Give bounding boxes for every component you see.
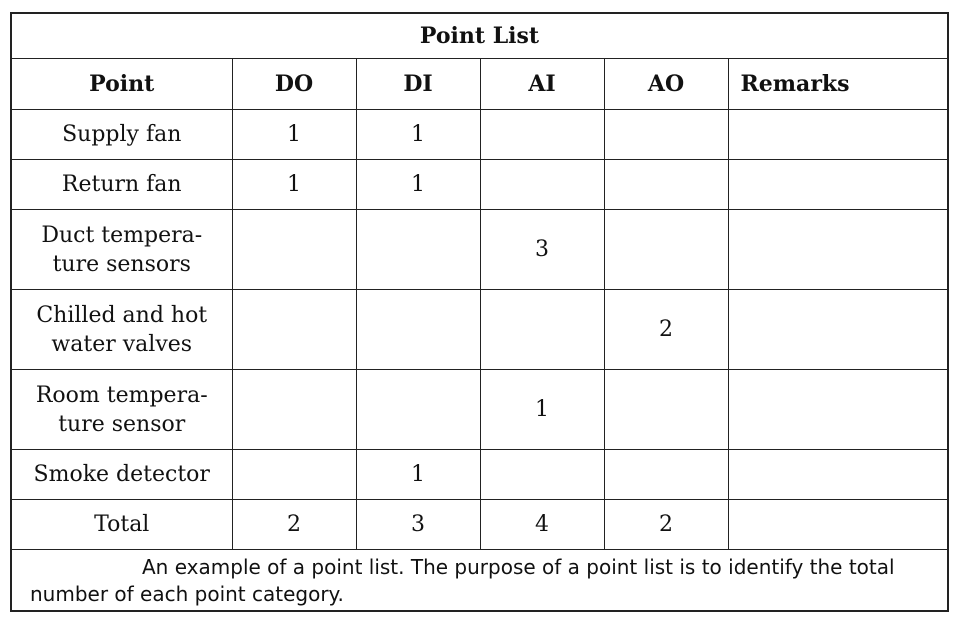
table-row [12, 450, 947, 500]
do-total-cell: 2 [232, 500, 356, 550]
ao-cell: 2 [604, 290, 728, 370]
do-cell [232, 450, 356, 500]
column-header-ai: AI [480, 59, 604, 110]
point-name-cell [12, 370, 232, 450]
table-row [12, 110, 947, 160]
table-title: Point List [12, 14, 947, 59]
di-cell [356, 370, 480, 450]
point-name-line: ture sensor [58, 411, 186, 437]
ao-cell [604, 110, 728, 160]
point-name-line: ture sensors [52, 251, 191, 277]
table-total-row [12, 500, 947, 550]
point-name-line: Supply fan [62, 122, 182, 147]
ao-cell [604, 450, 728, 500]
do-cell: 1 [232, 160, 356, 210]
table-row [12, 160, 947, 210]
ao-total-cell: 2 [604, 500, 728, 550]
di-cell: 1 [356, 110, 480, 160]
point-name-line: Room tempera- [35, 382, 208, 408]
di-total-cell: 3 [356, 500, 480, 550]
remarks-cell [728, 450, 947, 500]
ai-total-cell: 4 [480, 500, 604, 550]
ai-cell: 3 [480, 210, 604, 290]
column-header-point: Point [12, 59, 232, 110]
point-name-cell [12, 160, 232, 210]
ao-cell [604, 210, 728, 290]
ai-cell: 1 [480, 370, 604, 450]
column-header-remarks: Remarks [728, 59, 947, 110]
ai-cell [480, 110, 604, 160]
ai-cell [480, 160, 604, 210]
point-name-cell [12, 290, 232, 370]
ao-cell [604, 370, 728, 450]
table-row [12, 210, 947, 290]
remarks-total-cell [728, 500, 947, 550]
column-header-di: DI [356, 59, 480, 110]
remarks-cell [728, 160, 947, 210]
remarks-cell [728, 290, 947, 370]
point-list-figure [10, 12, 949, 612]
total-label-cell: Total [12, 500, 232, 550]
point-list-table [12, 14, 947, 550]
point-name-line: Smoke detector [33, 462, 210, 487]
do-cell: 1 [232, 110, 356, 160]
figure-caption: An example of a point list. The purpose of a point list is to identify the total number of each point category. [30, 555, 895, 606]
point-name-cell [12, 450, 232, 500]
point-name-cell [12, 210, 232, 290]
di-cell [356, 210, 480, 290]
column-header-ao: AO [604, 59, 728, 110]
di-cell: 1 [356, 450, 480, 500]
ai-cell [480, 290, 604, 370]
ao-cell [604, 160, 728, 210]
point-name-line: water valves [51, 331, 193, 357]
point-name-line: Return fan [61, 172, 182, 197]
ai-cell [480, 450, 604, 500]
di-cell [356, 290, 480, 370]
di-cell: 1 [356, 160, 480, 210]
point-name-line: Duct tempera- [41, 222, 203, 248]
remarks-cell [728, 210, 947, 290]
do-cell [232, 290, 356, 370]
do-cell [232, 370, 356, 450]
column-header-do: DO [232, 59, 356, 110]
point-name-cell [12, 110, 232, 160]
remarks-cell [728, 370, 947, 450]
table-row [12, 290, 947, 370]
point-name-line: Chilled and hot [36, 302, 208, 328]
remarks-cell [728, 110, 947, 160]
table-row [12, 370, 947, 450]
do-cell [232, 210, 356, 290]
